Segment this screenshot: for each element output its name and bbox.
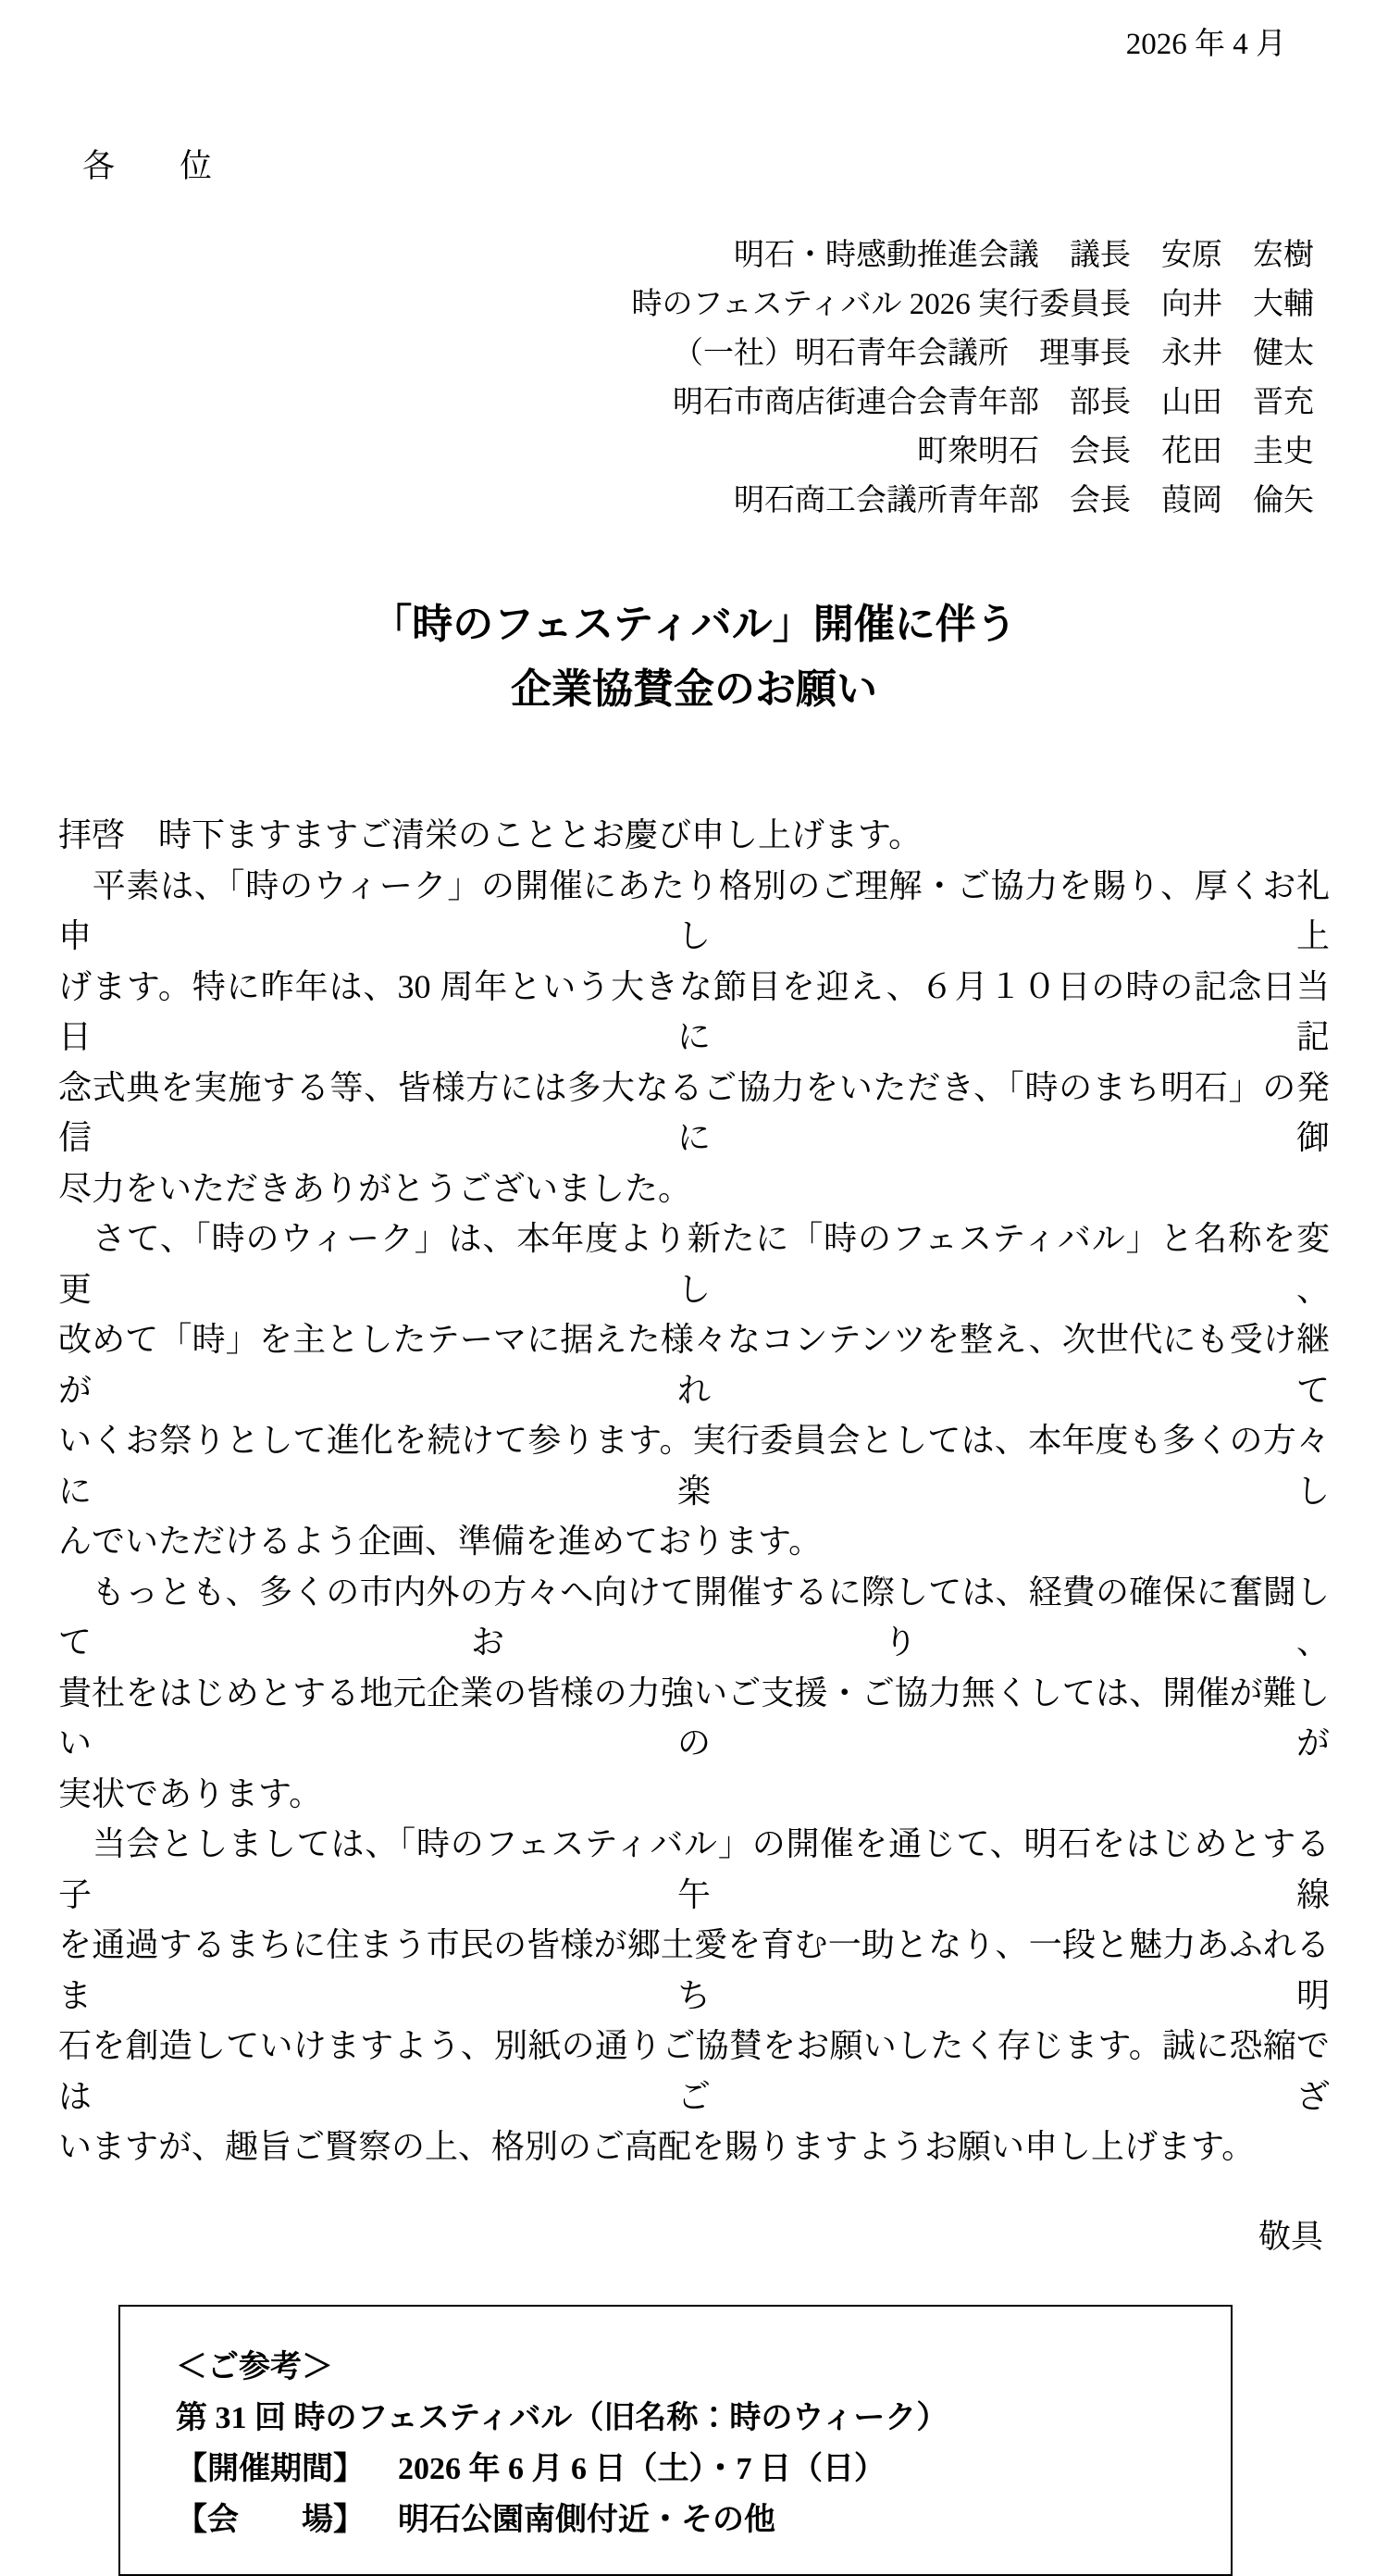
body-line: いくお祭りとして進化を続けて参ります。実行委員会としては、本年度も多くの方々に楽し [58, 1422, 1330, 1510]
body-line: 念式典を実施する等、皆様方には多大なるご協力をいただき、「時のまち明石」の発信に御 [58, 1068, 1330, 1156]
period-value: 2026 年 6 月 6 日（土）・7 日（日） [398, 2451, 886, 2486]
body-line: んでいただけるよう企画、準備を進めております。 [58, 1523, 823, 1560]
reference-heading: ＜ご参考＞ [176, 2349, 333, 2384]
signatory-line: 明石・時感動推進会議 議長 安原 宏樹 [734, 239, 1314, 272]
venue-value: 明石公園南側付近・その他 [398, 2502, 775, 2537]
signatory-line: （一社）明石青年会議所 理事長 永井 健太 [673, 337, 1314, 370]
reference-period-line [176, 2444, 1194, 2495]
body-line: 平素は、「時のウィーク」の開催にあたり格別のご理解・ご協力を賜り、厚くお礼申し上 [58, 866, 1330, 954]
signatory-line: 時のフェスティバル 2026 実行委員長 向井 大輔 [631, 288, 1314, 321]
body-line: 貴社をはじめとする地元企業の皆様の力強いご支援・ご協力無くしては、開催が難しいのが [58, 1674, 1330, 1761]
letter-title-line2: 企業協賛金のお願い [511, 666, 877, 712]
body-line: もっとも、多くの市内外の方々へ向けて開催するに際しては、経費の確保に奮闘しており、 [58, 1573, 1330, 1661]
body-line: 実状であります。 [58, 1774, 323, 1812]
letter-title-line1: 「時のフェスティバル」開催に伴う [371, 602, 1017, 647]
signatory-line: 町衆明石 会長 花田 圭史 [917, 435, 1314, 468]
signatory-line: 明石商工会議所青年部 会長 葭岡 倫矢 [734, 484, 1314, 517]
letter-body [58, 810, 1330, 2172]
letter-title [58, 592, 1330, 722]
signatory-line: 明石市商店街連合会青年部 部長 山田 晋充 [673, 386, 1314, 419]
venue-label: 【会 場】 [176, 2501, 365, 2537]
body-line: 当会としましては、「時のフェスティバル」の開催を通じて、明石をはじめとする子午線 [58, 1825, 1330, 1913]
body-line: 石を創造していけますよう、別紙の通りご協賛をお願いしたく存じます。誠に恐縮ではござ [58, 2027, 1330, 2115]
closing-word: 敬具 [1258, 2218, 1323, 2255]
reference-event-name: 第 31 回 時のフェスティバル（旧名称：時のウィーク） [176, 2400, 948, 2435]
reference-venue-line [176, 2495, 1194, 2545]
body-line: いますが、趣旨ご賢察の上、格別のご高配を賜りますようお願い申し上げます。 [58, 2128, 1256, 2165]
period-label: 【開催期間】 [176, 2450, 365, 2486]
reference-box [118, 2305, 1233, 2576]
body-line: げます。特に昨年は、30 周年という大きな節目を迎え、６月１０日の時の記念日当日に記 [58, 967, 1330, 1055]
body-line: 拝啓 時下ますますご清栄のこととお慶び申し上げます。 [58, 816, 923, 853]
body-line: さて、「時のウィーク」は、本年度より新たに「時のフェスティバル」と名称を変更し、 [58, 1220, 1330, 1308]
signatories-block [58, 231, 1330, 526]
body-line: を通過するまちに住まう市民の皆様が郷土愛を育む一助となり、一段と魅力あふれるまち明 [58, 1926, 1330, 2014]
body-line: 尽力をいただきありがとうございました。 [58, 1169, 692, 1207]
salutation: 各 位 [82, 148, 213, 184]
date-line: 2026 年 4 月 [1125, 28, 1286, 61]
body-line: 改めて「時」を主としたテーマに据えた様々なコンテンツを整え、次世代にも受け継がれて [58, 1321, 1330, 1409]
